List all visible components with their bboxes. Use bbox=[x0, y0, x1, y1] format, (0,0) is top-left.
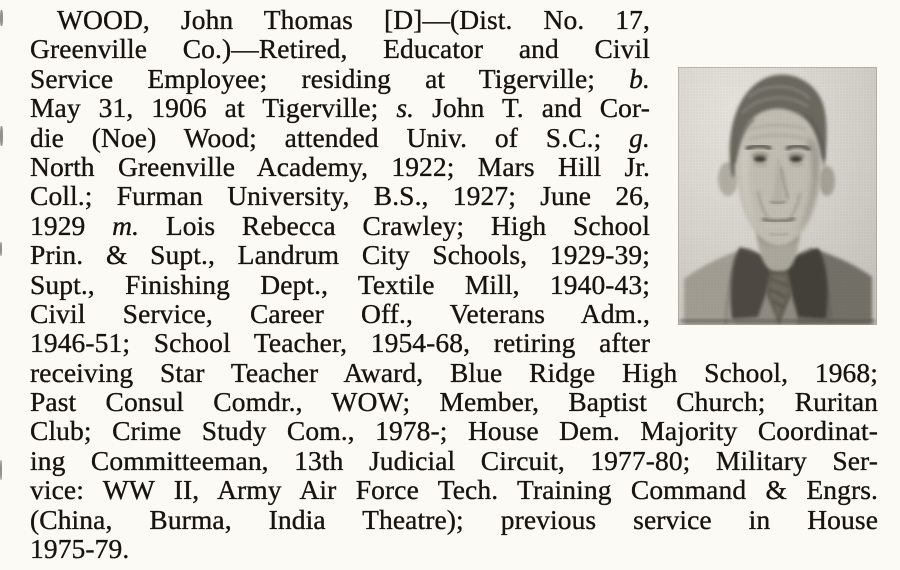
text-line-18: (China, Burma, India Theatre); previous service in House bbox=[30, 503, 878, 535]
text-line-11: Civil Service, Career Off., Veterans Adm., bbox=[30, 297, 650, 329]
text-line-3: Service Employee; residing at Tigerville; b. bbox=[30, 62, 650, 94]
text-line-7: Coll.; Furman University, B.S., 1927; June 26, bbox=[30, 180, 650, 212]
text-line-6: North Greenville Academy, 1922; Mars Hill Jr. bbox=[30, 150, 650, 182]
text-line-10: Supt., Finishing Dept., Textile Mill, 1940-43; bbox=[30, 268, 650, 300]
text-line-14: Past Consul Comdr., WOW; Member, Baptist Church; Ruritan bbox=[30, 386, 878, 418]
text-line-2: Greenville Co.)—Retired, Educator and Civil bbox=[30, 33, 650, 65]
text-line-19: 1975-79. bbox=[30, 533, 130, 565]
text-line-8: 1929 m. Lois Rebecca Crawley; High School bbox=[30, 209, 651, 241]
scan-speck bbox=[0, 126, 3, 146]
text-line-1: WOOD, John Thomas [D]—(Dist. No. 17, bbox=[57, 4, 650, 35]
text-line-4: May 31, 1906 at Tigerville; s. John T. and Cor- bbox=[30, 92, 650, 124]
text-line-16: ing Committeeman, 13th Judicial Circuit, 1977-80; Military Ser- bbox=[30, 444, 878, 476]
text-line-15: Club; Crime Study Com., 1978-; House Dem. Majority Coordinat- bbox=[30, 415, 878, 447]
text-line-5: die (Noe) Wood; attended Univ. of S.C.; g. bbox=[30, 121, 650, 153]
scan-speck bbox=[0, 242, 2, 256]
scan-speck bbox=[0, 10, 3, 26]
text-line-9: Prin. & Supt., Landrum City Schools, 1929-39; bbox=[30, 239, 650, 271]
text-line-12: 1946-51; School Teacher, 1954-68, retiring after bbox=[30, 327, 650, 359]
text-line-17: vice: WW II, Army Air Force Tech. Training Command & Engrs. bbox=[30, 474, 878, 506]
scan-speck bbox=[0, 460, 2, 480]
text-line-13: receiving Star Teacher Award, Blue Ridge High School, 1968; bbox=[30, 356, 878, 388]
biography-text bbox=[30, 5, 878, 563]
